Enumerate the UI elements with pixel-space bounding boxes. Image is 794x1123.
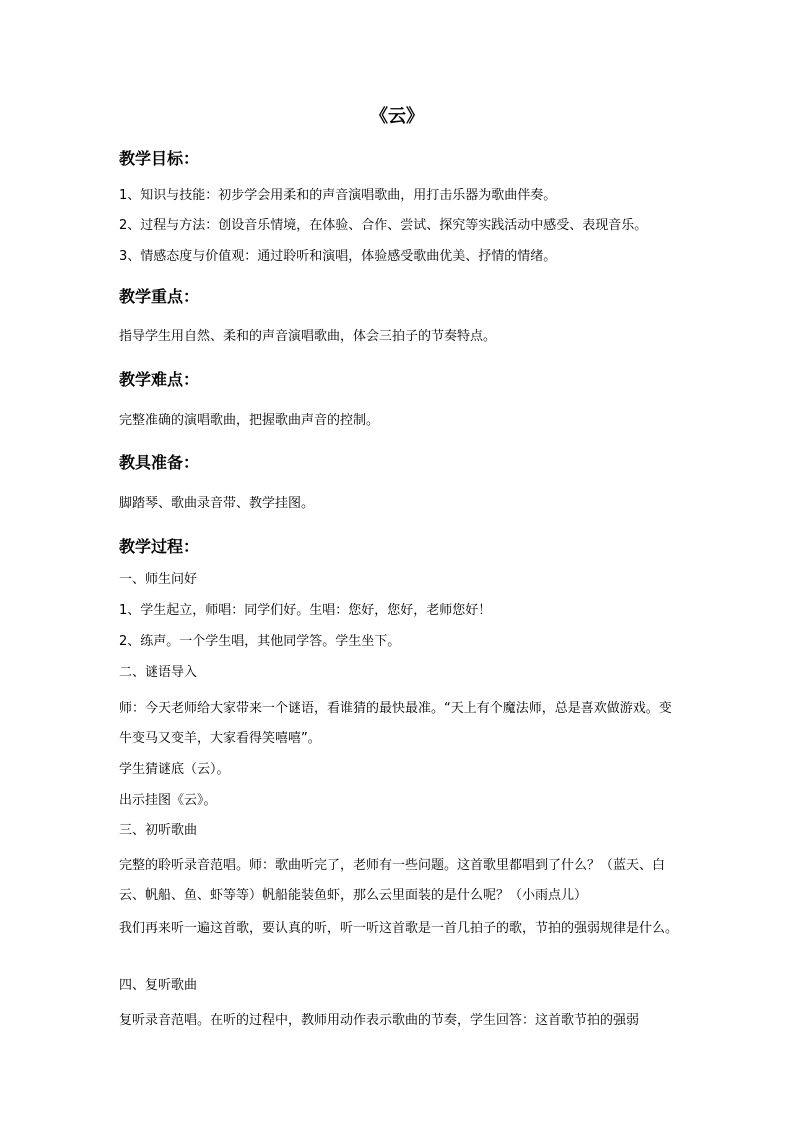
objective-item-2: 2、过程与方法：创设音乐情境，在体验、合作、尝试、探究等实践活动中感受、表现音乐。 — [119, 218, 648, 233]
section-heading-process: 教学过程： — [119, 537, 200, 556]
process-line: 学生猜谜底（云）。 — [119, 762, 230, 777]
materials-item: 脚踏琴、歌曲录音带、教学挂图。 — [119, 496, 315, 511]
process-step-heading-4: 四、复听歌曲 — [119, 978, 198, 993]
difficulty-item: 完整准确的演唱歌曲，把握歌曲声音的控制。 — [119, 413, 380, 428]
objective-item-3: 3、情感态度与价值观：通过聆听和演唱，体验感受歌曲优美、抒情的情绪。 — [119, 249, 557, 264]
process-paragraph: 完整的聆听录音范唱。师：歌曲听完了，老师有一些问题。这首歌里都唱到了什么？（蓝天、白云、帆船、鱼、虾等等）帆船能装鱼虾，那么云里面装的是什么呢？（小雨点儿） — [119, 858, 666, 903]
section-heading-objectives: 教学目标： — [119, 149, 200, 168]
process-paragraph: 师：今天老师给大家带来一个谜语，看谁猜的最快最准。“天上有个魔法师，总是喜欢做游戏。变牛变马又变羊，大家看得笑嘻嘻”。 — [119, 701, 672, 746]
process-line: 2、练声。一个学生唱，其他同学答。学生坐下。 — [119, 634, 401, 649]
section-heading-difficulties: 教学难点： — [119, 370, 200, 389]
process-paragraph: 复听录音范唱。在听的过程中，教师用动作表示歌曲的节奏，学生回答：这首歌节拍的强弱 — [119, 1013, 640, 1028]
section-heading-materials: 教具准备： — [119, 453, 200, 472]
process-step-heading-2: 二、谜语导入 — [119, 665, 198, 680]
key-point-item: 指导学生用自然、柔和的声音演唱歌曲，体会三拍子的节奏特点。 — [119, 329, 497, 344]
process-line: 出示挂图《云》。 — [119, 793, 217, 808]
document-title: 《云》 — [370, 106, 424, 127]
objective-item-1: 1、知识与技能：初步学会用柔和的声音演唱歌曲，用打击乐器为歌曲伴奏。 — [119, 188, 557, 203]
section-heading-key-points: 教学重点： — [119, 287, 200, 306]
process-step-heading-1: 一、师生问好 — [119, 572, 198, 587]
process-paragraph: 我们再来听一遍这首歌，要认真的听，听一听这首歌是一首几拍子的歌，节拍的强弱规律是什么。 — [119, 921, 679, 936]
process-step-heading-3: 三、初听歌曲 — [119, 823, 198, 838]
process-line: 1、学生起立，师唱：同学们好。生唱：您好，您好，老师您好！ — [119, 603, 492, 618]
